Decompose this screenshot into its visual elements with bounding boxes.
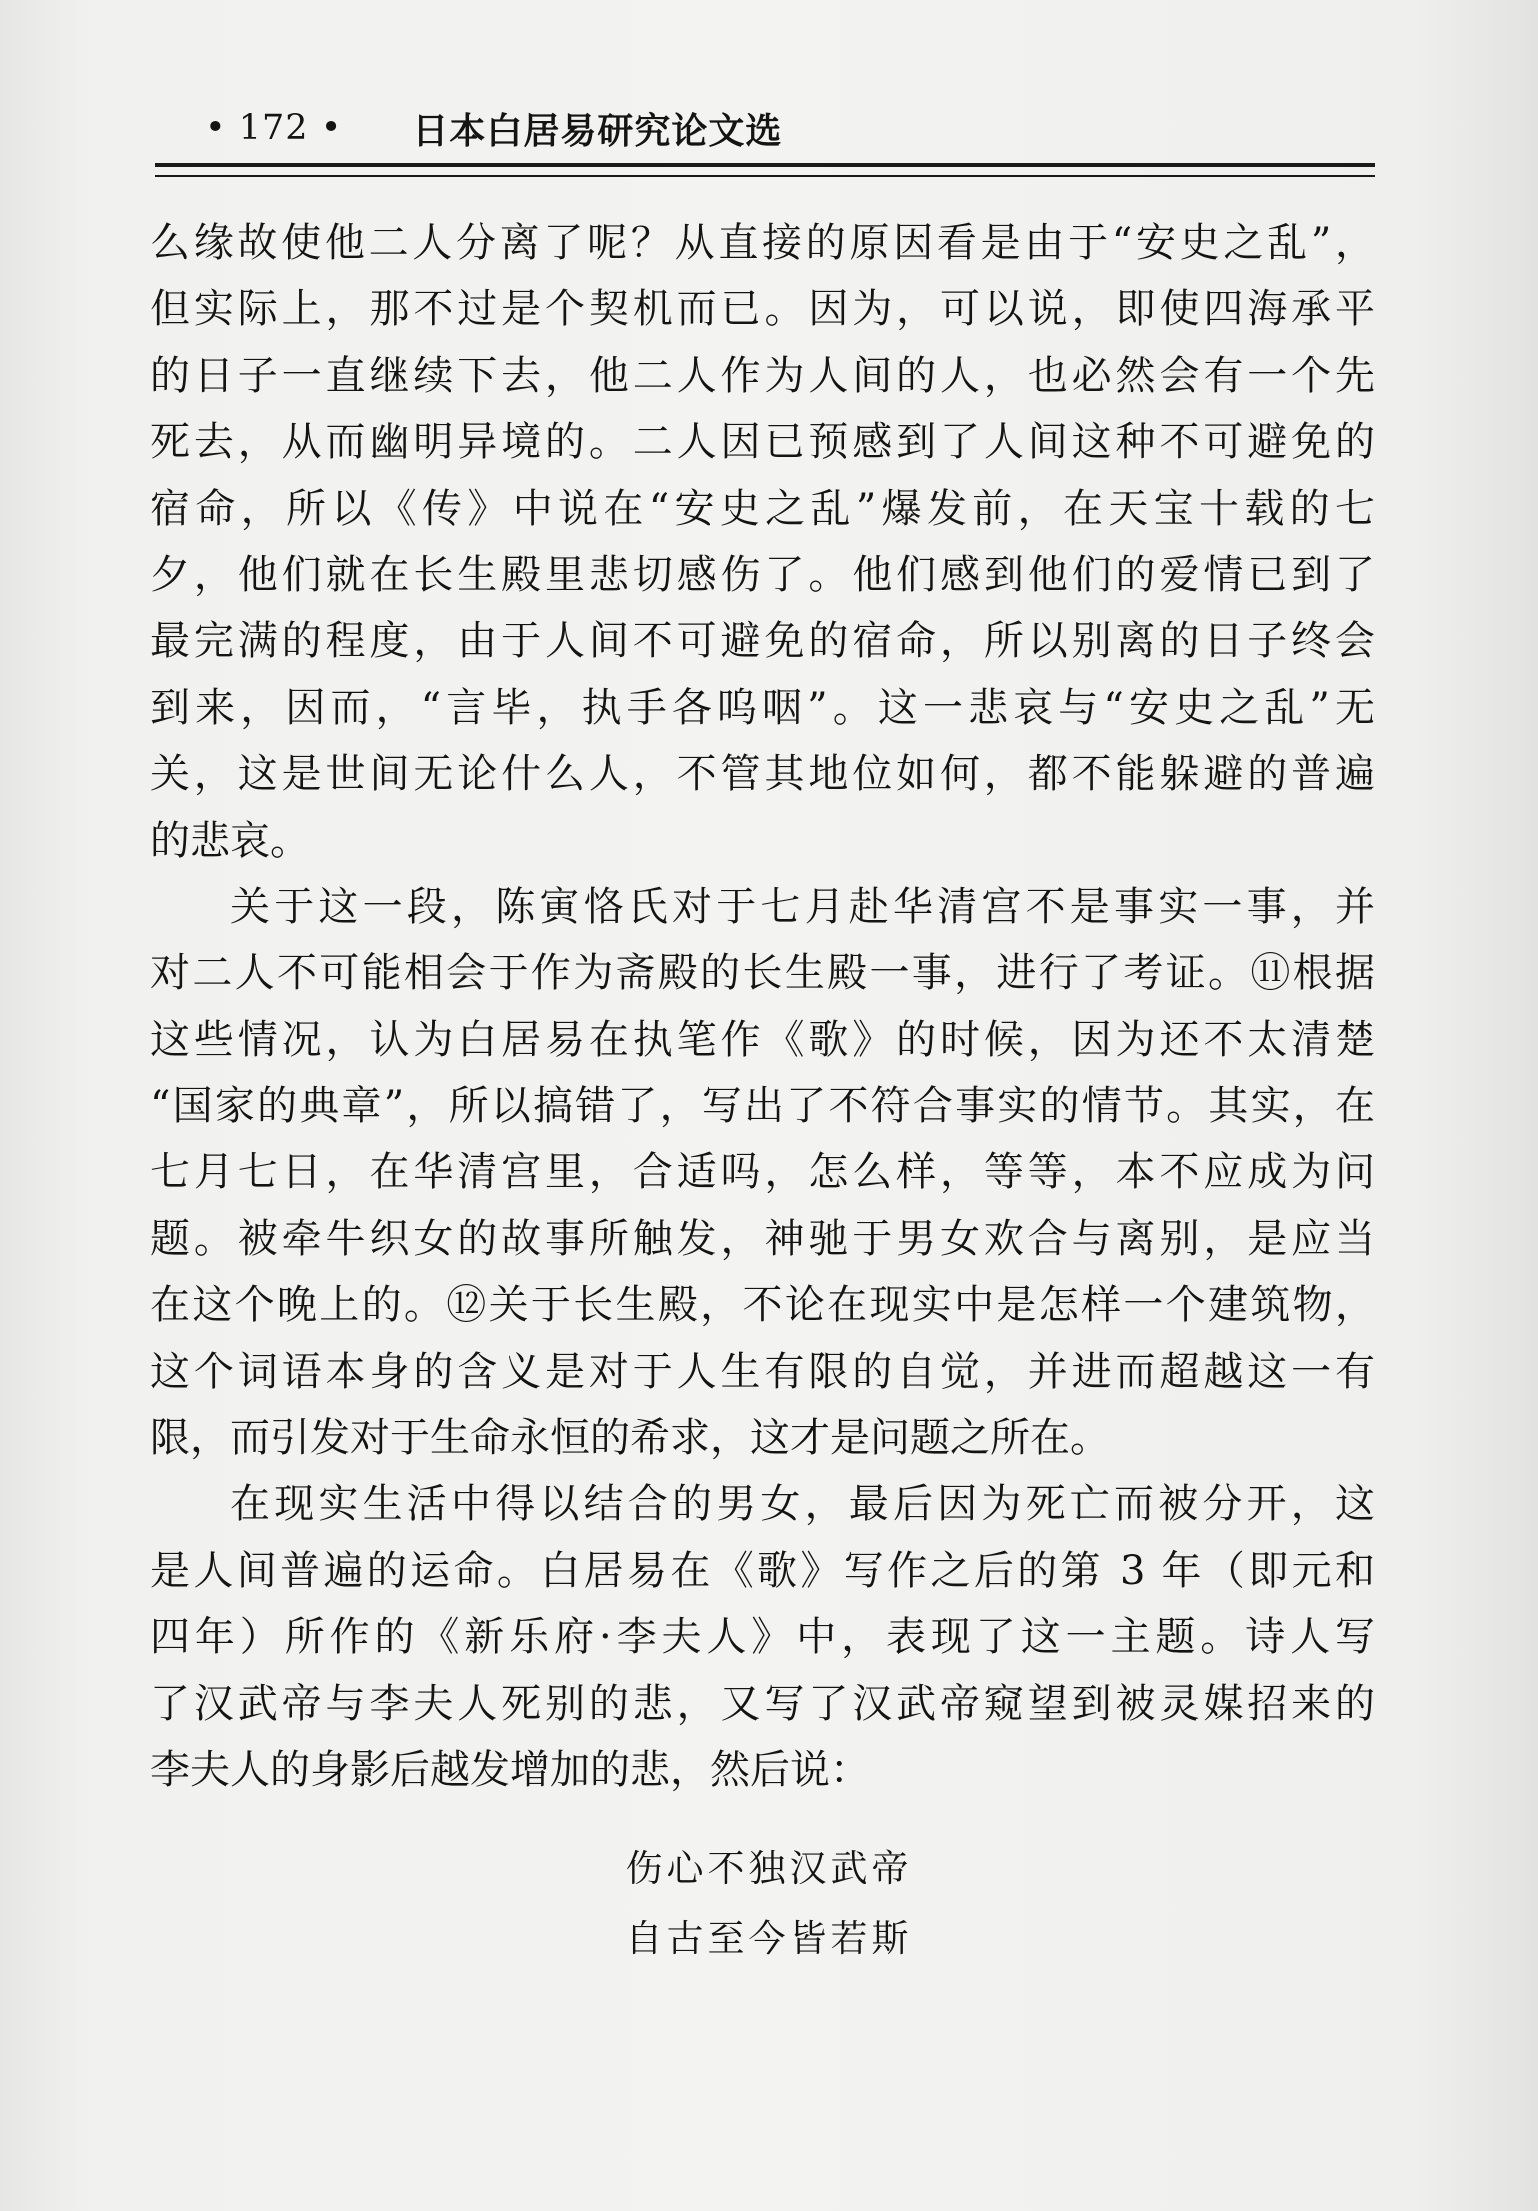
text-line: 了汉武帝与李夫人死别的悲，又写了汉武帝窥望到被灵媒招来的: [150, 1680, 1375, 1727]
text-line: 题。被牵牛织女的故事所触发，神驰于男女欢合与离别，是应当: [150, 1215, 1375, 1262]
text-line: 但实际上，那不过是个契机而已。因为，可以说，即使四海承平: [150, 286, 1375, 333]
text-line: 的悲哀。: [150, 817, 310, 864]
book-title: 日本白居易研究论文选: [412, 110, 783, 152]
header-rule-thin: [155, 175, 1375, 177]
text-line: 夕，他们就在长生殿里悲切感伤了。他们感到他们的爱情已到了: [150, 551, 1375, 598]
running-header: [205, 98, 782, 158]
text-line: 关于这一段，陈寅恪氏对于七月赴华清宫不是事实一事，并: [230, 883, 1375, 930]
text-line: 限，而引发对于生命永恒的希求，这才是问题之所在。: [150, 1415, 1110, 1462]
paragraph-3: [150, 1471, 1375, 1803]
poem-line: 自古至今皆若斯: [625, 1917, 913, 1960]
text-line: 在这个晚上的。⑫关于长生殿，不论在现实中是怎样一个建筑物，: [150, 1282, 1375, 1329]
text-line: 死去，从而幽明异境的。二人因已预感到了人间这种不可避免的: [150, 419, 1375, 466]
page-number: • 172 •: [205, 108, 343, 148]
text-line: 到来，因而，“言毕，执手各呜咽”。这一悲哀与“安史之乱”无: [150, 684, 1375, 731]
text-line: 最完满的程度，由于人间不可避免的宿命，所以别离的日子终会: [150, 618, 1375, 665]
text-line: 的日子一直继续下去，他二人作为人间的人，也必然会有一个先: [150, 352, 1375, 399]
text-line: 这些情况，认为白居易在执笔作《歌》的时候，因为还不太清楚: [150, 1016, 1375, 1063]
body-text: [150, 210, 1375, 1803]
text-line: 这个词语本身的含义是对于人生有限的自觉，并进而超越这一有: [150, 1348, 1375, 1395]
text-line: 七月七日，在华清宫里，合适吗，怎么样，等等，本不应成为问: [150, 1149, 1375, 1196]
text-line: 关，这是世间无论什么人，不管其地位如何，都不能躲避的普遍: [150, 751, 1375, 798]
paragraph-2: [150, 874, 1375, 1472]
text-line: 在现实生活中得以结合的男女，最后因为死亡而被分开，这: [230, 1481, 1375, 1528]
paragraph-1: [150, 210, 1375, 874]
poem-line: 伤心不独汉武帝: [625, 1847, 913, 1890]
text-line: 宿命，所以《传》中说在“安史之乱”爆发前，在天宝十载的七: [150, 485, 1375, 532]
text-line: 李夫人的身影后越发增加的悲，然后说：: [150, 1746, 870, 1793]
text-line: 么缘故使他二人分离了呢？从直接的原因看是由于“安史之乱”，: [150, 220, 1375, 266]
text-line: 四年）所作的《新乐府·李夫人》中，表现了这一主题。诗人写: [150, 1614, 1375, 1661]
header-rule-thick: [155, 163, 1375, 167]
text-line: 对二人不可能相会于作为斋殿的长生殿一事，进行了考证。⑪根据: [150, 950, 1375, 997]
text-line: “国家的典章”，所以搞错了，写出了不符合事实的情节。其实，在: [150, 1083, 1375, 1130]
text-line: 是人间普遍的运命。白居易在《歌》写作之后的第 3 年（即元和: [150, 1547, 1375, 1594]
